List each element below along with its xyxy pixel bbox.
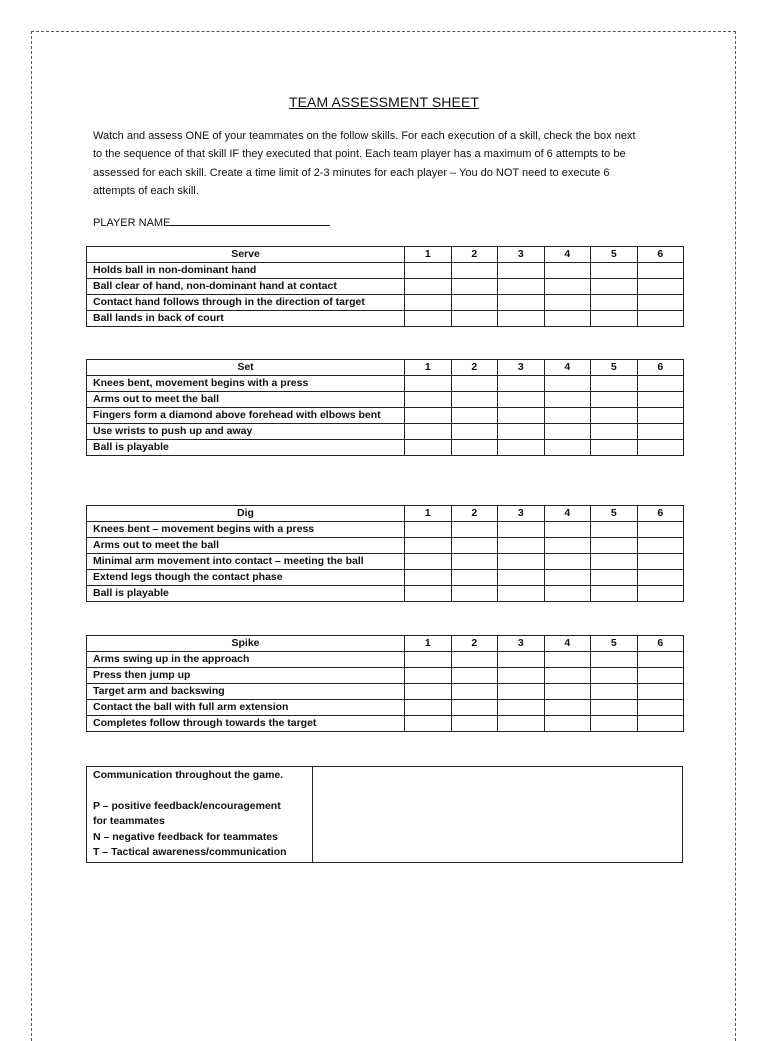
table-row (87, 408, 684, 424)
check-cell[interactable] (405, 538, 452, 554)
check-cell[interactable] (591, 554, 638, 570)
check-cell[interactable] (405, 424, 452, 440)
criterion-label: Fingers form a diamond above forehead with elbows bent (87, 408, 405, 424)
skill-heading: Spike (87, 636, 405, 652)
check-cell[interactable] (451, 522, 498, 538)
check-cell[interactable] (405, 522, 452, 538)
attempt-number: 3 (498, 506, 545, 522)
check-cell[interactable] (451, 538, 498, 554)
legend-line: for teammates (93, 815, 165, 827)
check-cell[interactable] (405, 376, 452, 392)
check-cell[interactable] (591, 522, 638, 538)
check-cell[interactable] (451, 700, 498, 716)
table-row (87, 554, 684, 570)
table-row (87, 522, 684, 538)
legend-line: N – negative feedback for teammates (93, 830, 278, 843)
criterion-label: Press then jump up (87, 668, 405, 684)
table-row (87, 538, 684, 554)
check-cell[interactable] (405, 554, 452, 570)
criterion-label: Target arm and backswing (87, 684, 405, 700)
attempt-number: 4 (544, 636, 591, 652)
player-name-field[interactable] (170, 214, 330, 226)
attempt-number: 2 (451, 247, 498, 263)
check-cell[interactable] (498, 522, 545, 538)
attempt-number: 6 (637, 360, 684, 376)
attempt-number: 5 (591, 506, 638, 522)
check-cell[interactable] (498, 295, 545, 311)
table-header-row (87, 360, 684, 376)
attempt-number: 6 (637, 247, 684, 263)
table-header-row (87, 506, 684, 522)
check-cell[interactable] (498, 311, 545, 327)
check-cell[interactable] (451, 295, 498, 311)
table-header-row (87, 247, 684, 263)
criterion-label: Knees bent, movement begins with a press (87, 376, 405, 392)
check-cell[interactable] (544, 684, 591, 700)
criterion-label: Knees bent – movement begins with a press (87, 522, 405, 538)
check-cell[interactable] (544, 586, 591, 602)
criterion-label: Ball lands in back of court (87, 311, 405, 327)
check-cell[interactable] (451, 668, 498, 684)
table-row (87, 392, 684, 408)
check-cell[interactable] (591, 311, 638, 327)
check-cell[interactable] (637, 570, 684, 586)
check-cell[interactable] (498, 554, 545, 570)
check-cell[interactable] (405, 279, 452, 295)
check-cell[interactable] (637, 392, 684, 408)
check-cell[interactable] (591, 586, 638, 602)
check-cell[interactable] (405, 392, 452, 408)
table-row (87, 424, 684, 440)
check-cell[interactable] (405, 440, 452, 456)
check-cell[interactable] (637, 716, 684, 732)
table-row (87, 716, 684, 732)
check-cell[interactable] (405, 570, 452, 586)
spacer (93, 784, 306, 799)
attempt-number: 3 (498, 636, 545, 652)
attempt-number: 4 (544, 506, 591, 522)
check-cell[interactable] (498, 586, 545, 602)
instructions-line: to the sequence of that skill IF they executed that point. Each team player has a maximum of 6 attempts to be (93, 148, 626, 161)
check-cell[interactable] (637, 684, 684, 700)
attempt-number: 1 (405, 506, 452, 522)
spike-table (86, 635, 684, 732)
check-cell[interactable] (544, 311, 591, 327)
criterion-label: Arms out to meet the ball (87, 538, 405, 554)
check-cell[interactable] (591, 424, 638, 440)
criterion-label: Extend legs though the contact phase (87, 570, 405, 586)
table-row (87, 295, 684, 311)
check-cell[interactable] (451, 570, 498, 586)
criterion-label: Contact the ball with full arm extension (87, 700, 405, 716)
check-cell[interactable] (498, 668, 545, 684)
criterion-label: Arms swing up in the approach (87, 652, 405, 668)
check-cell[interactable] (544, 295, 591, 311)
check-cell[interactable] (544, 440, 591, 456)
check-cell[interactable] (498, 652, 545, 668)
criterion-label: Ball is playable (87, 586, 405, 602)
set-table (86, 359, 684, 456)
attempt-number: 2 (451, 360, 498, 376)
check-cell[interactable] (637, 408, 684, 424)
check-cell[interactable] (451, 554, 498, 570)
check-cell[interactable] (544, 408, 591, 424)
criterion-label: Contact hand follows through in the direction of target (87, 295, 405, 311)
attempt-number: 5 (591, 247, 638, 263)
check-cell[interactable] (637, 279, 684, 295)
check-cell[interactable] (451, 408, 498, 424)
check-cell[interactable] (451, 586, 498, 602)
check-cell[interactable] (591, 716, 638, 732)
check-cell[interactable] (544, 522, 591, 538)
check-cell[interactable] (544, 424, 591, 440)
check-cell[interactable] (498, 424, 545, 440)
check-cell[interactable] (405, 311, 452, 327)
check-cell[interactable] (544, 538, 591, 554)
check-cell[interactable] (405, 652, 452, 668)
check-cell[interactable] (498, 263, 545, 279)
check-cell[interactable] (544, 700, 591, 716)
check-cell[interactable] (544, 279, 591, 295)
attempt-number: 1 (405, 636, 452, 652)
check-cell[interactable] (405, 668, 452, 684)
instructions-line: attempts of each skill. (93, 184, 199, 197)
criterion-label: Ball is playable (87, 440, 405, 456)
check-cell[interactable] (637, 424, 684, 440)
instructions-line: Watch and assess ONE of your teammates on the follow skills. For each execution of a skill, check the box next (93, 130, 636, 142)
criterion-label: Use wrists to push up and away (87, 424, 405, 440)
attempt-number: 2 (451, 636, 498, 652)
check-cell[interactable] (591, 263, 638, 279)
check-cell[interactable] (637, 440, 684, 456)
check-cell[interactable] (451, 392, 498, 408)
check-cell[interactable] (405, 586, 452, 602)
table-row (87, 263, 684, 279)
check-cell[interactable] (451, 716, 498, 732)
check-cell[interactable] (637, 263, 684, 279)
check-cell[interactable] (405, 263, 452, 279)
criterion-label: Completes follow through towards the target (87, 716, 405, 732)
check-cell[interactable] (498, 408, 545, 424)
check-cell[interactable] (451, 311, 498, 327)
check-cell[interactable] (637, 376, 684, 392)
check-cell[interactable] (591, 408, 638, 424)
table-header-row (87, 636, 684, 652)
dig-table (86, 505, 684, 602)
check-cell[interactable] (637, 586, 684, 602)
legend-line: T – Tactical awareness/communication (93, 846, 287, 858)
criterion-label: Minimal arm movement into contact – meeting the ball (87, 554, 405, 570)
check-cell[interactable] (498, 392, 545, 408)
table-row (87, 652, 684, 668)
table-row (87, 570, 684, 586)
attempt-number: 5 (591, 360, 638, 376)
criterion-label: Ball clear of hand, non-dominant hand at contact (87, 279, 405, 295)
check-cell[interactable] (451, 684, 498, 700)
table-row (87, 684, 684, 700)
player-name-label: PLAYER NAME (93, 217, 171, 229)
check-cell[interactable] (544, 652, 591, 668)
check-cell[interactable] (498, 716, 545, 732)
check-cell[interactable] (637, 700, 684, 716)
check-cell[interactable] (637, 295, 684, 311)
sheet-title: TEAM ASSESSMENT SHEET (288, 94, 480, 110)
check-cell[interactable] (451, 279, 498, 295)
table-row (87, 586, 684, 602)
check-cell[interactable] (498, 538, 545, 554)
check-cell[interactable] (544, 668, 591, 684)
check-cell[interactable] (544, 554, 591, 570)
check-cell[interactable] (637, 311, 684, 327)
check-cell[interactable] (591, 700, 638, 716)
check-cell[interactable] (591, 668, 638, 684)
check-cell[interactable] (498, 279, 545, 295)
check-cell[interactable] (637, 538, 684, 554)
criterion-label: Arms out to meet the ball (87, 392, 405, 408)
check-cell[interactable] (498, 684, 545, 700)
communication-legend (87, 767, 313, 863)
instructions-line: assessed for each skill. Create a time limit of 2-3 minutes for each player – You do NOT need to execute 6 (93, 166, 610, 179)
communication-heading: Communication throughout the game. (93, 769, 284, 781)
serve-table (86, 246, 684, 327)
attempt-number: 4 (544, 247, 591, 263)
check-cell[interactable] (498, 570, 545, 586)
communication-table (86, 766, 683, 863)
check-cell[interactable] (591, 538, 638, 554)
check-cell[interactable] (405, 684, 452, 700)
check-cell[interactable] (498, 440, 545, 456)
attempt-number: 5 (591, 636, 638, 652)
check-cell[interactable] (544, 376, 591, 392)
check-cell[interactable] (591, 376, 638, 392)
check-cell[interactable] (451, 263, 498, 279)
check-cell[interactable] (544, 392, 591, 408)
communication-notes-cell[interactable] (313, 767, 683, 863)
table-row (87, 767, 683, 863)
check-cell[interactable] (544, 716, 591, 732)
check-cell[interactable] (405, 716, 452, 732)
check-cell[interactable] (405, 295, 452, 311)
check-cell[interactable] (637, 652, 684, 668)
table-row (87, 668, 684, 684)
table-row (87, 700, 684, 716)
table-row (87, 279, 684, 295)
instructions (93, 127, 683, 200)
check-cell[interactable] (451, 424, 498, 440)
attempt-number: 1 (405, 247, 452, 263)
skill-heading: Dig (87, 506, 405, 522)
player-name-row (93, 214, 330, 229)
attempt-number: 4 (544, 360, 591, 376)
check-cell[interactable] (591, 392, 638, 408)
attempt-number: 6 (637, 506, 684, 522)
check-cell[interactable] (591, 684, 638, 700)
attempt-number: 1 (405, 360, 452, 376)
check-cell[interactable] (544, 263, 591, 279)
check-cell[interactable] (591, 570, 638, 586)
table-row (87, 376, 684, 392)
attempt-number: 2 (451, 506, 498, 522)
check-cell[interactable] (637, 668, 684, 684)
check-cell[interactable] (591, 440, 638, 456)
skill-heading: Serve (87, 247, 405, 263)
legend-line: P – positive feedback/encouragement (93, 799, 281, 812)
check-cell[interactable] (405, 700, 452, 716)
check-cell[interactable] (451, 440, 498, 456)
check-cell[interactable] (451, 652, 498, 668)
attempt-number: 3 (498, 247, 545, 263)
check-cell[interactable] (498, 700, 545, 716)
check-cell[interactable] (591, 295, 638, 311)
table-row (87, 311, 684, 327)
check-cell[interactable] (405, 408, 452, 424)
check-cell[interactable] (637, 522, 684, 538)
skill-heading: Set (87, 360, 405, 376)
check-cell[interactable] (498, 376, 545, 392)
table-row (87, 440, 684, 456)
check-cell[interactable] (451, 376, 498, 392)
attempt-number: 3 (498, 360, 545, 376)
attempt-number: 6 (637, 636, 684, 652)
criterion-label: Holds ball in non-dominant hand (87, 263, 405, 279)
check-cell[interactable] (591, 652, 638, 668)
check-cell[interactable] (591, 279, 638, 295)
check-cell[interactable] (637, 554, 684, 570)
check-cell[interactable] (544, 570, 591, 586)
